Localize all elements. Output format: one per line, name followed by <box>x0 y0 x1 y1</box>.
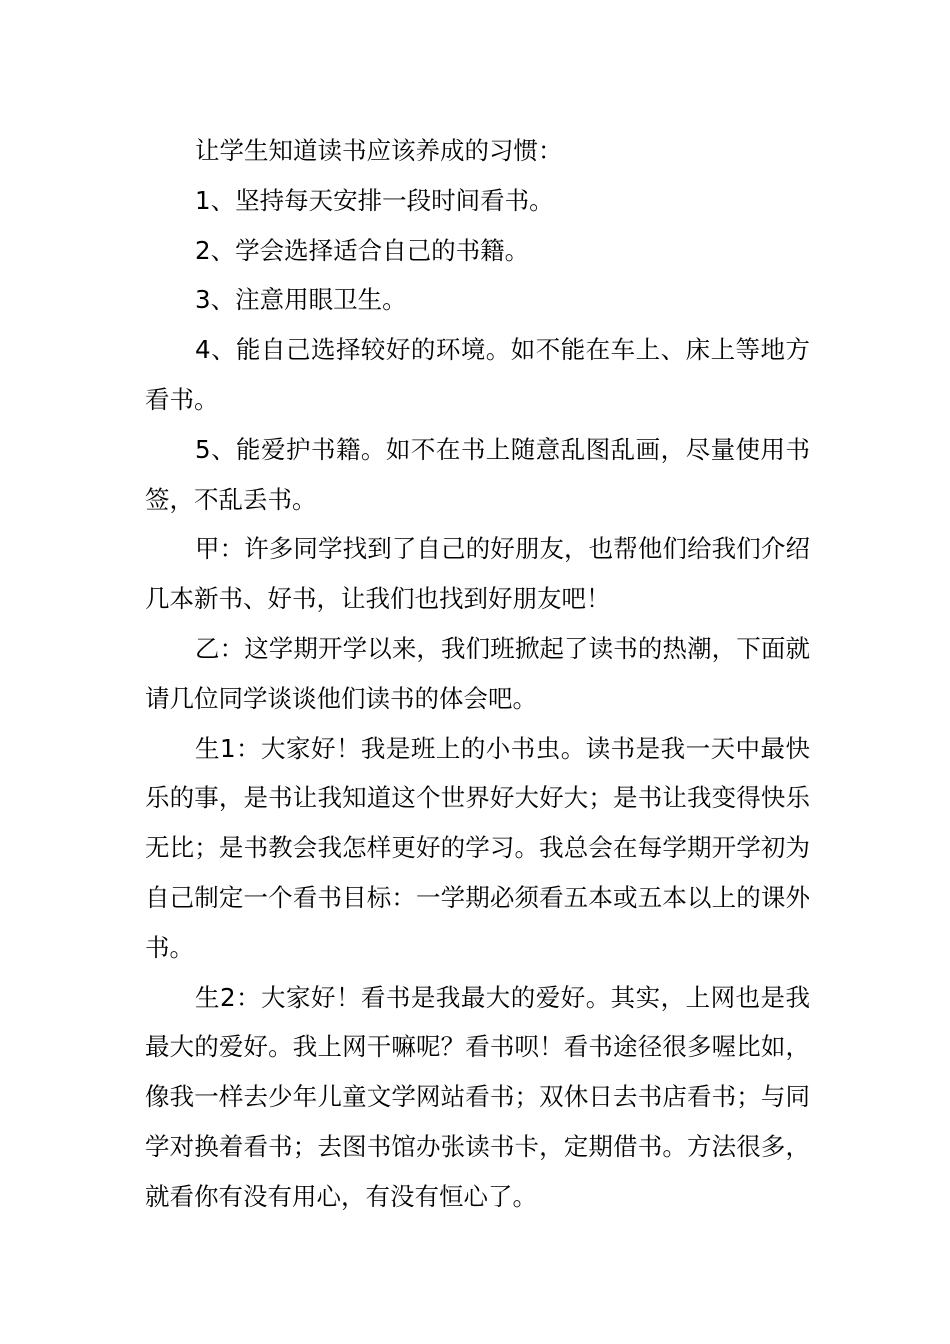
document-body <box>145 126 810 1222</box>
paragraph-habit-5: 5、能爱护书籍。如不在书上随意乱图乱画，尽量使用书签，不乱丢书。 <box>145 434 810 514</box>
paragraph-student-2: 生2：大家好！看书是我最大的爱好。其实，上网也是我最大的爱好。我上网干嘛呢？看书呗！看书途径很多喔比如，像我一样去少年儿童文学网站看书；双休日去书店看书；与同学对换着看书；去图书馆办张读书卡，定期借书。方法很多，就看你有没有用心，有没有恒心了。 <box>145 982 810 1211</box>
paragraph-habit-2: 2、学会选择适合自己的书籍。 <box>195 235 530 265</box>
paragraph-habits-intro: 让学生知道读书应该养成的习惯： <box>195 136 563 165</box>
paragraph-speaker-jia: 甲：许多同学找到了自己的好朋友，也帮他们给我们介绍几本新书、好书，让我们也找到好朋友吧！ <box>145 534 810 614</box>
paragraph-habit-4: 4、能自己选择较好的环境。如不能在车上、床上等地方看书。 <box>145 335 810 414</box>
paragraph-habit-1: 1、坚持每天安排一段时间看书。 <box>195 185 554 215</box>
paragraph-student-1: 生1：大家好！我是班上的小书虫。读书是我一天中最快乐的事，是书让我知道这个世界好大好大；是书让我变得快乐无比；是书教会我怎样更好的学习。我总会在每学期开学初为自己制定一个看书目标：一学期必须看五本或五本以上的课外书。 <box>145 733 810 962</box>
paragraph-speaker-yi: 乙：这学期开学以来，我们班掀起了读书的热潮，下面就请几位同学谈谈他们读书的体会吧。 <box>145 633 810 713</box>
paragraph-habit-3: 3、注意用眼卫生。 <box>195 285 407 315</box>
